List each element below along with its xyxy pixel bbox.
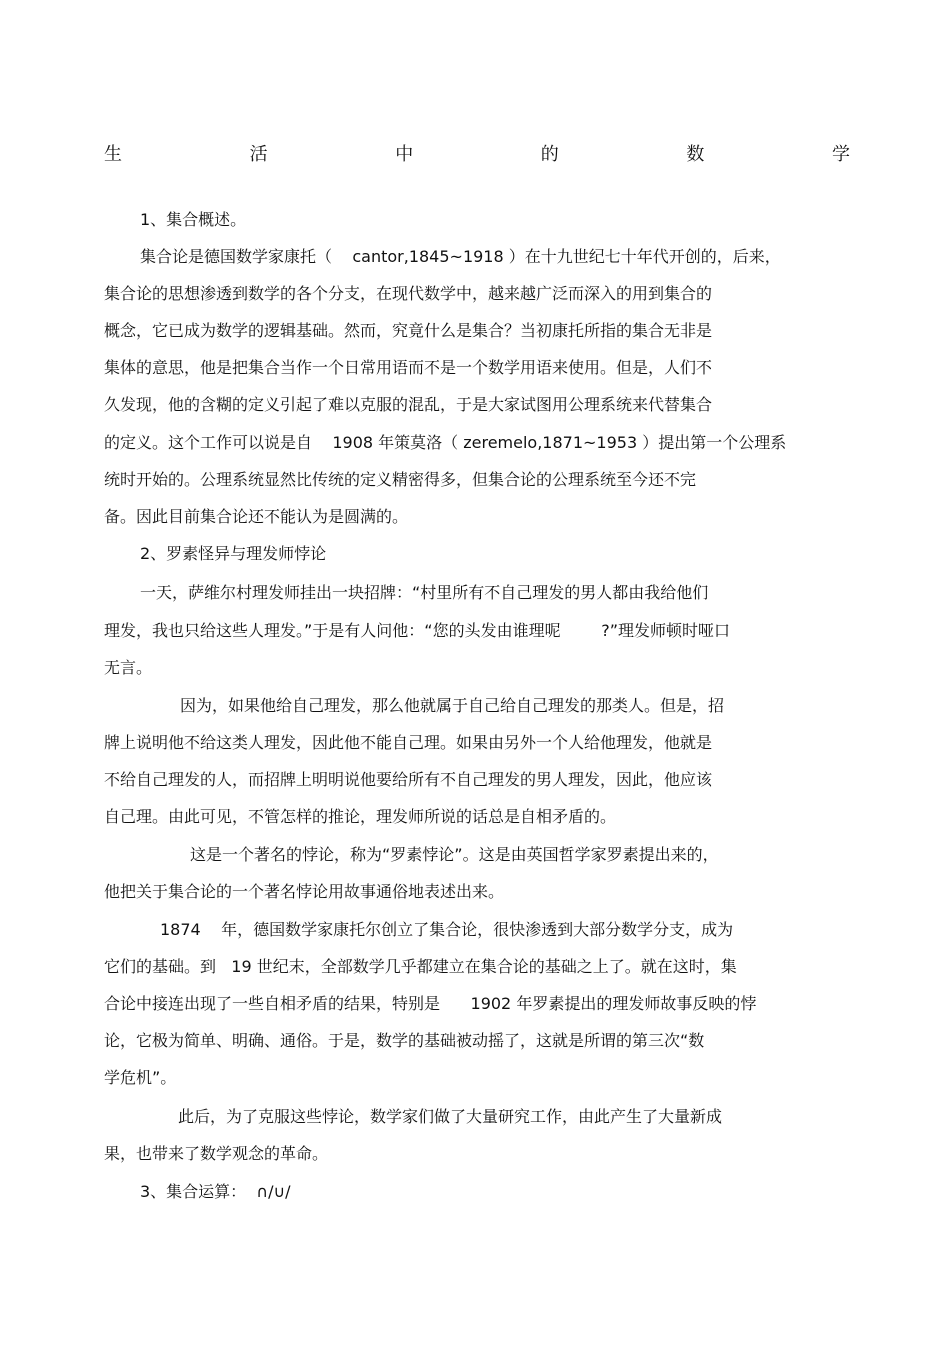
section-heading: 3、集合运算： ∩/∪/ <box>140 1182 291 1201</box>
text-line: 概念，它已成为数学的逻辑基础。然而，究竟什么是集合？当初康托所指的集合无非是 <box>104 321 713 340</box>
text-line: 这是一个著名的悖论，称为“罗素悖论”。这是由英国哲学家罗素提出来的， <box>190 845 719 864</box>
text-line: 久发现，他的含糊的定义引起了难以克服的混乱，于是大家试图用公理系统来代替集合 <box>104 395 713 414</box>
section-heading: 1、集合概述。 <box>140 210 247 229</box>
text-line: 1874 年，德国数学家康托尔创立了集合论，很快渗透到大部分数学分支，成为 <box>160 920 734 939</box>
text-line: 它们的基础。到 19 世纪末，全部数学几乎都建立在集合论的基础之上了。就在这时，集 <box>104 957 737 976</box>
text-line: 因为，如果他给自己理发，那么他就属于自己给自己理发的那类人。但是，招 <box>180 696 725 715</box>
text-line: 集体的意思，他是把集合当作一个日常用语而不是一个数学用语来使用。但是，人们不 <box>104 358 713 377</box>
title-char: 活 <box>249 144 268 165</box>
text-line: 集合论的思想渗透到数学的各个分支，在现代数学中，越来越广泛而深入的用到集合的 <box>104 284 713 303</box>
title-char: 中 <box>395 144 414 165</box>
section-heading: 2、罗素怪异与理发师悖论 <box>140 544 327 563</box>
text-line: 此后，为了克服这些悖论，数学家们做了大量研究工作，由此产生了大量新成 <box>178 1107 723 1126</box>
title-char: 生 <box>104 144 122 165</box>
text-line: 学危机”。 <box>104 1068 177 1087</box>
text-line: 不给自己理发的人，而招牌上明明说他要给所有不自己理发的男人理发，因此，他应该 <box>104 770 713 789</box>
title-char: 的 <box>540 144 559 165</box>
text-line: 牌上说明他不给这类人理发，因此他不能自己理。如果由另外一个人给他理发，他就是 <box>104 733 713 752</box>
text-line: 一天，萨维尔村理发师挂出一块招牌：“村里所有不自己理发的男人都由我给他们 <box>140 583 709 602</box>
page-title <box>104 140 850 166</box>
text-line: 备。因此目前集合论还不能认为是圆满的。 <box>104 507 409 526</box>
text-line: 论，它极为简单、明确、通俗。于是，数学的基础被动摇了，这就是所谓的第三次“数 <box>104 1031 705 1050</box>
text-line: 无言。 <box>104 658 153 677</box>
text-line: 合论中接连出现了一些自相矛盾的结果，特别是 1902 年罗素提出的理发师故事反映的悖 <box>104 994 757 1013</box>
text-line: 他把关于集合论的一个著名悖论用故事通俗地表述出来。 <box>104 882 505 901</box>
title-char: 数 <box>686 144 705 165</box>
title-char: 学 <box>831 144 850 165</box>
text-line: 自己理。由此可见，不管怎样的推论，理发师所说的话总是自相矛盾的。 <box>104 807 617 826</box>
text-line: 理发，我也只给这些人理发。”于是有人问他：“您的头发由谁理呢 ?”理发师顿时哑口 <box>104 621 731 640</box>
text-line: 统时开始的。公理系统显然比传统的定义精密得多，但集合论的公理系统至今还不完 <box>104 470 697 489</box>
text-line: 果，也带来了数学观念的革命。 <box>104 1144 329 1163</box>
text-line: 的定义。这个工作可以说是自 1908 年策莫洛（ zeremelo,1871~1953 ）提出第一个公理系 <box>104 433 787 452</box>
text-line: 集合论是德国数学家康托（ cantor,1845~1918 ）在十九世纪七十年代开创的，后来， <box>140 247 781 266</box>
